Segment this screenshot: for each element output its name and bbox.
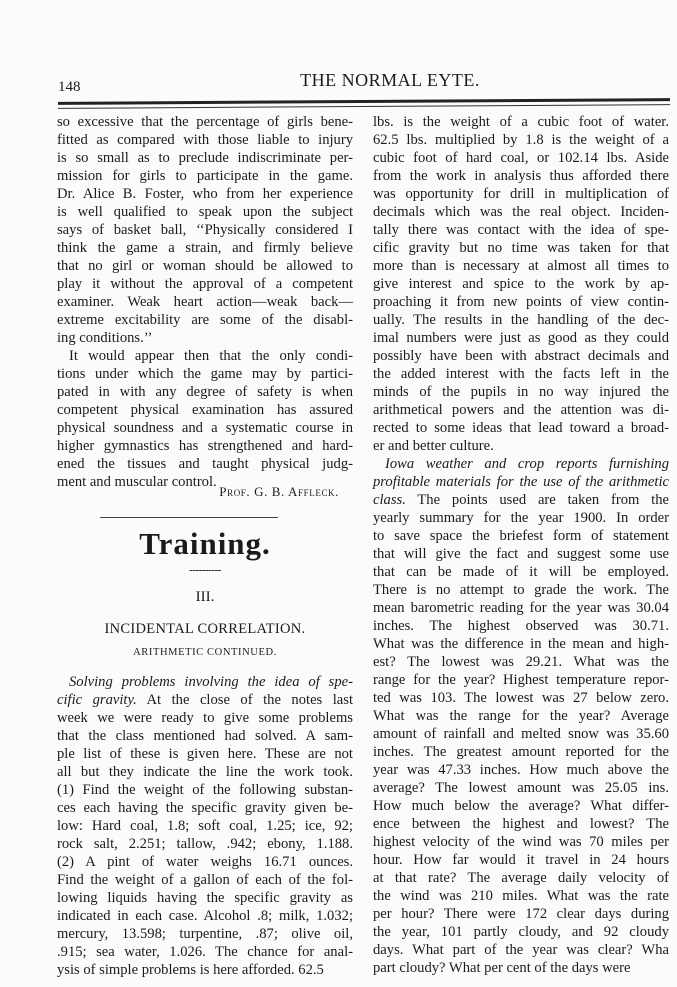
text-line: examiner. Weak heart action—weak back— bbox=[57, 294, 353, 310]
text-line: What was the difference in the mean and high- bbox=[373, 636, 669, 652]
text-line: ple list of these is given here. These are not bbox=[57, 746, 353, 762]
text-line: that the class mentioned had solved. A sam- bbox=[57, 728, 353, 744]
text-line: Dr. Alice B. Foster, who from her experience bbox=[57, 186, 353, 202]
italic-text: cific gravity. bbox=[57, 692, 137, 708]
text-line: mission for girls to participate in the game. bbox=[57, 168, 353, 184]
text-line: so excessive that the percentage of girls bene- bbox=[57, 114, 353, 130]
text-line: What was the range for the year? Average bbox=[373, 708, 669, 724]
text-line: to save space the briefest form of statement bbox=[373, 528, 669, 544]
section-title: Training. bbox=[139, 526, 271, 561]
text-line: that will give the fact and suggest some use bbox=[373, 546, 669, 562]
text-line: est? The lowest was 29.21. What was the bbox=[373, 654, 669, 670]
text-line: part cloudy? What per cent of the days were bbox=[373, 960, 631, 976]
text-line: minds of the pupils in no way injured the bbox=[373, 384, 669, 400]
text-line: range for the year? Highest temperature repor- bbox=[373, 672, 669, 688]
text-line: the added interest with the facts left in the bbox=[373, 366, 669, 382]
italic-text: Iowa weather and crop reports furnishing bbox=[385, 456, 669, 472]
text-line: year was 47.33 inches. How much above the bbox=[373, 762, 669, 778]
text-line: that no girl or woman should be allowed to bbox=[57, 258, 353, 274]
text-line: ened the tissues and taught physical judg- bbox=[57, 456, 353, 472]
text-line: indicated in each case. Alcohol .8; milk, 1.032; bbox=[57, 908, 353, 924]
text-line bbox=[57, 691, 353, 709]
text-line: give interest and spice to the work by ap- bbox=[373, 276, 669, 292]
text-line: proaching it from new points of view contin- bbox=[373, 294, 669, 310]
text-line: inches. The highest observed was 30.71. bbox=[373, 618, 669, 634]
text-line: lowing liquids having the specific gravity as bbox=[57, 890, 353, 906]
text-line: competent physical examination has assured bbox=[57, 402, 353, 418]
section-divider bbox=[100, 517, 278, 518]
text-line: average? The lowest amount was 25.05 ins. bbox=[373, 780, 669, 796]
text-line: (2) A pint of water weighs 16.71 ounces. bbox=[57, 854, 353, 870]
text-line: higher gymnastics has strengthened and hard- bbox=[57, 438, 353, 454]
text-line: 62.5 lbs. multiplied by 1.8 is the weight of a bbox=[373, 132, 669, 148]
text-line bbox=[373, 473, 669, 491]
title-ornament: ---------- bbox=[189, 564, 221, 576]
text-line: yearly summary for the year 1900. In order bbox=[373, 510, 669, 526]
text-line: arithmetical powers and the attention was di- bbox=[373, 402, 669, 418]
text-line: ted was 103. The lowest was 27 below zero. bbox=[373, 690, 669, 706]
text-line: ence between the highest and lowest? The bbox=[373, 816, 669, 832]
text-line: ces each having the specific gravity given be- bbox=[57, 800, 353, 816]
text-line: highest velocity of the wind was 70 miles per bbox=[373, 834, 669, 850]
text-line: says of basket ball, ‘‘Physically considered I bbox=[57, 222, 353, 238]
text-line: more than is necessary at almost all times to bbox=[373, 258, 669, 274]
text-line: ually. The results in the handling of the dec- bbox=[373, 312, 669, 328]
text-line bbox=[57, 673, 353, 691]
text-line: rock salt, 2.251; tallow, .942; ebony, 1.188. bbox=[57, 836, 353, 852]
text-line: play it without the approval of a competent bbox=[57, 276, 353, 292]
text-line: per hour? There were 172 clear days during bbox=[373, 906, 669, 922]
italic-text: class. bbox=[373, 492, 406, 508]
running-title: THE NORMAL EYTE. bbox=[300, 70, 480, 90]
text-line: physical soundness and a systematic course in bbox=[57, 420, 353, 436]
header-rule-thin bbox=[58, 104, 670, 109]
author-signature: Prof. G. B. Affleck. bbox=[219, 484, 339, 499]
text-line: from the work in analysis thus afforded there bbox=[373, 168, 669, 184]
text-line bbox=[373, 491, 669, 509]
text-line: rected to some ideas that lead toward a broad- bbox=[373, 420, 669, 436]
text-line: at that rate? The average daily velocity of bbox=[373, 870, 669, 886]
text-line: mean barometric reading for the year was 30.04 bbox=[373, 600, 669, 616]
text-line: It would appear then that the only condi- bbox=[69, 348, 353, 364]
text-line: cific gravity but no time was taken for that bbox=[373, 240, 669, 256]
text-line: fitted as compared with those liable to injury bbox=[57, 132, 353, 148]
text-line: Find the weight of a gallon of each of the fol- bbox=[57, 872, 353, 888]
text-line: cubic foot of hard coal, or 102.14 lbs. Aside bbox=[373, 150, 669, 166]
text-line: is well qualified to speak upon the subject bbox=[57, 204, 353, 220]
page-number: 148 bbox=[58, 79, 81, 95]
text-line: that can be made of it will be employed. bbox=[373, 564, 669, 580]
text-line: .915; sea water, 1.026. The chance for anal- bbox=[57, 944, 353, 960]
text-line: think the game a strain, and firmly believe bbox=[57, 240, 353, 256]
text-line: days. What part of the year was clear? Wha bbox=[373, 942, 669, 958]
text-line: is so small as to preclude indiscriminate per- bbox=[57, 150, 353, 166]
text-line: How much below the average? What differ- bbox=[373, 798, 669, 814]
text-line: ing conditions.’’ bbox=[57, 330, 153, 346]
article-number: III. bbox=[195, 589, 215, 605]
text-line: ment and muscular control. bbox=[57, 474, 217, 490]
text-line bbox=[373, 455, 669, 473]
text-line: (1) Find the weight of the following substan- bbox=[57, 782, 353, 798]
text-line: lbs. is the weight of a cubic foot of water. bbox=[373, 114, 669, 130]
text-line: amount of rainfall and melted snow was 35.60 bbox=[373, 726, 669, 742]
text-line: was opportunity for drill in multiplication of bbox=[373, 186, 669, 202]
text-line: low: Hard coal, 1.8; soft coal, 1.25; ice, 92; bbox=[57, 818, 353, 834]
text-line: extreme excitability are some of the disabl- bbox=[57, 312, 353, 328]
text-line: hour. How far would it travel in 24 hours bbox=[373, 852, 669, 868]
text-line: the year, 101 partly cloudy, and 92 cloudy bbox=[373, 924, 669, 940]
text-line: pated in with any degree of safety is when bbox=[57, 384, 353, 400]
article-subheading: ARITHMETIC CONTINUED. bbox=[133, 647, 277, 658]
left-column-bottom bbox=[57, 673, 353, 979]
text-line: tions under which the game may by partici- bbox=[57, 366, 353, 382]
roman-text: At the close of the notes last bbox=[136, 692, 353, 708]
text-line: er and better culture. bbox=[373, 438, 494, 454]
text-line: the wind was 210 miles. What was the rate bbox=[373, 888, 669, 904]
text-line: week we were ready to give some problems bbox=[57, 710, 353, 726]
text-line: all but they indicate the line the work took. bbox=[57, 764, 353, 780]
text-line: imal numbers were just as good as they could bbox=[373, 330, 669, 346]
text-line: There is no attempt to grade the work. The bbox=[373, 582, 669, 598]
text-line: mercury, 13.598; turpentine, .87; olive oil, bbox=[57, 926, 353, 942]
article-heading: INCIDENTAL CORRELATION. bbox=[104, 621, 306, 637]
text-line: tally there was contact with the idea of spe- bbox=[373, 222, 669, 238]
text-line: ysis of simple problems is here afforded. 62.5 bbox=[57, 962, 324, 978]
roman-text: The points used are taken from the bbox=[405, 492, 669, 508]
text-line: decimals which was the real object. Inciden- bbox=[373, 204, 669, 220]
italic-text: profitable materials for the use of the arithmetic bbox=[373, 474, 669, 490]
right-column bbox=[373, 113, 669, 977]
italic-text: Solving problems involving the idea of spe- bbox=[69, 674, 353, 690]
text-line: inches. The greatest amount reported for the bbox=[373, 744, 669, 760]
left-column-top bbox=[57, 113, 353, 491]
text-line: possibly have been with abstract decimals and bbox=[373, 348, 669, 364]
